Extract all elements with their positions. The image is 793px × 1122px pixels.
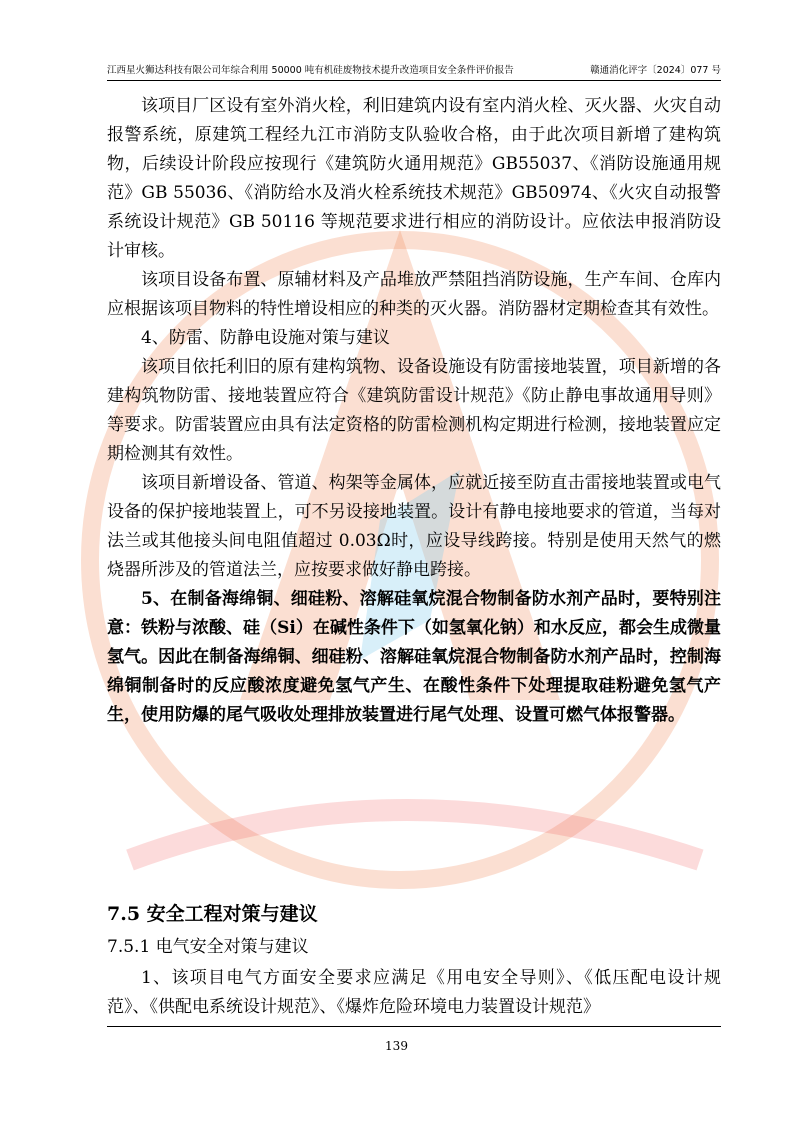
paragraph-hydrogen-warning: 5、在制备海绵铜、细硅粉、溶解硅氧烷混合物制备防水剂产品时，要特别注意：铁粉与浓酸、硅（Si）在碱性条件下（如氢氧化钠）和水反应，都会生成微量氢气。因此在制备海绵铜、细硅粉、溶解硅氧烷混合物制备防水剂产品时，控制海绵铜制备时的反应酸浓度避免氢气产生、在酸性条件下处理提取硅粉避免氢气产生，使用防爆的尾气吸收处理排放装置进行尾气处理、设置可燃气体报警器。 [107,589,721,725]
header-report-title: 江西星火狮达科技有限公司年综合利用 50000 吨有机硅废物技术提升改造项目安全条件评价报告 [107,65,514,76]
paragraph-lightning-protection: 该项目依托利旧的原有建构筑物、设备设施设有防雷接地装置，项目新增的各建构筑物防雷、接地装置应符合《建筑防雷设计规范》《防止静电事故通用导则》等要求。防雷装置应由具有法定资格的防雷检测机构定期进行检测，接地装置应定期检测其有效性。 [107,357,721,464]
body-text [107,92,721,730]
section-heading: 7.5 安全工程对策与建议 [107,903,318,925]
section-body [107,964,721,1022]
header-document-number: 赣通消化评字〔2024〕077 号 [590,65,721,76]
paragraph-extinguishers: 该项目设备布置、原辅材料及产品堆放严禁阻挡消防设施，生产车间、仓库内应根据该项目物料的特性增设相应的种类的灭火器。消防器材定期检查其有效性。 [107,270,721,319]
paragraph-electrical-safety: 1、该项目电气方面安全要求应满足《用电安全导则》、《低压配电设计规范》、《供配电系统设计规范》、《爆炸危险环境电力装置设计规范》 [107,968,721,1017]
footer-divider [107,1026,721,1027]
item-lightning-heading: 4、防雷、防静电设施对策与建议 [141,328,390,348]
page-number: 139 [385,1039,408,1053]
paragraph-grounding: 该项目新增设备、管道、构架等金属体，应就近接至防直击雷接地装置或电气设备的保护接地装置上，可不另设接地装置。设计有静电接地要求的管道，当每对法兰或其他接头间电阻值超过 0.03Ω时，应设导线跨接。特别是使用天然气的燃烧器所涉及的管道法兰，应按要求做好静电跨接。 [107,473,721,580]
paragraph-fire-protection: 该项目厂区设有室外消火栓，利旧建筑内设有室内消火栓、灭火器、火灾自动报警系统，原建筑工程经九江市消防支队验收合格，由于此次项目新增了建构筑物，后续设计阶段应按现行《建筑防火通用规范》GB55037、《消防设施通用规范》GB 55036、《消防给水及消火栓系统技术规范》GB50974、《火灾自动报警系统设计规范》GB 50116 等规范要求进行相应的消防设计。应依法申报消防设计审核。 [107,96,721,261]
page-header [107,64,721,81]
subsection-heading: 7.5.1 电气安全对策与建议 [107,937,309,957]
